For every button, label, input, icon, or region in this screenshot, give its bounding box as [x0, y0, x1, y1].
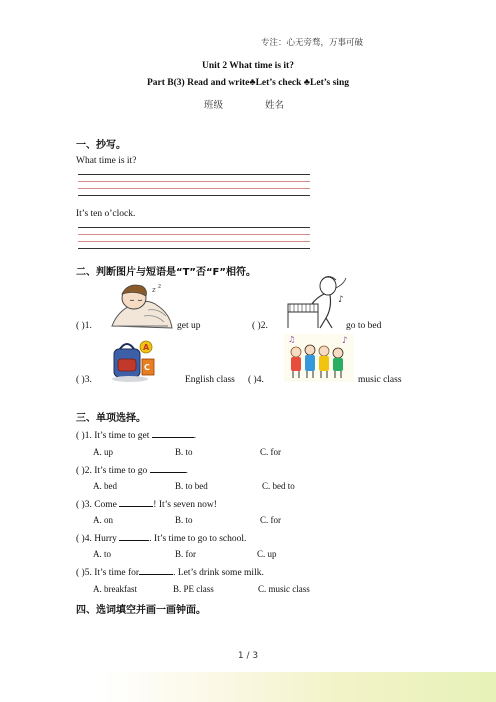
question-2-num: ( )2. [76, 466, 92, 476]
question-1-option-b[interactable]: B. to [175, 447, 193, 457]
question-5-option-c[interactable]: C. music class [258, 584, 310, 594]
judge-item-3-num: ( )3. [76, 375, 92, 385]
question-4-option-b[interactable]: B. for [175, 549, 196, 559]
section4-title: 四、选词填空并画一画钟面。 [76, 605, 206, 616]
judge-item-1-num: ( )1. [76, 321, 92, 331]
question-3-num: ( )3. [76, 500, 92, 510]
schoolbag-icon [108, 337, 158, 383]
judge-item-4-num: ( )4. [248, 375, 264, 385]
question-4-blank[interactable] [119, 532, 149, 541]
question-1-option-c[interactable]: C. for [260, 447, 281, 457]
svg-text:♪: ♪ [342, 336, 348, 346]
copy-prompt-1: What time is it? [76, 156, 137, 166]
class-label: 班级 [204, 100, 224, 111]
question-1-after: . [193, 431, 197, 441]
section3-title: 三、单项选择。 [76, 413, 146, 424]
singing-children-icon [284, 334, 354, 382]
question-5 [76, 566, 264, 578]
footer-decoration [100, 672, 496, 702]
judge-item-1-phrase: get up [177, 321, 201, 331]
svg-text:♪: ♪ [338, 295, 344, 305]
question-3-before: Come [94, 500, 120, 510]
question-1-blank[interactable] [152, 429, 194, 438]
question-4-num: ( )4. [76, 534, 92, 544]
question-4-option-a[interactable]: A. to [93, 549, 111, 559]
name-label: 姓名 [265, 100, 285, 111]
question-2-blank[interactable] [150, 464, 186, 473]
svg-text:C: C [144, 363, 150, 372]
question-3-option-c[interactable]: C. for [260, 515, 281, 525]
question-5-num: ( )5. [76, 568, 92, 578]
svg-text:A: A [143, 343, 150, 352]
question-3-option-b[interactable]: B. to [175, 515, 193, 525]
judge-item-2-phrase: go to bed [346, 321, 382, 331]
question-4-option-c[interactable]: C. up [257, 549, 277, 559]
worksheet-title: Unit 2 What time is it? [202, 61, 294, 71]
question-2 [76, 464, 188, 476]
question-1-before: It’s time to get [94, 431, 152, 441]
question-5-blank[interactable] [139, 566, 173, 575]
svg-text:z: z [152, 286, 156, 294]
question-3 [76, 498, 217, 510]
question-2-option-a[interactable]: A. bed [93, 481, 117, 491]
question-5-before: It’s time for [94, 568, 140, 578]
section1-title: 一、抄写。 [76, 140, 126, 151]
question-5-option-b[interactable]: B. PE class [173, 584, 214, 594]
question-2-option-c[interactable]: C. bed to [262, 481, 295, 491]
question-4-after: . It’s time to go to school. [149, 534, 247, 544]
question-5-option-a[interactable]: A. breakfast [93, 584, 137, 594]
judge-item-2-num: ( )2. [252, 321, 268, 331]
judge-item-3-phrase: English class [185, 375, 235, 385]
worksheet-subtitle: Part B(3) Read and write♣Let’s check ♣Let’s sing [146, 78, 349, 88]
copy-prompt-2: It’s ten o’clock. [76, 209, 136, 219]
piano-player-icon [286, 274, 348, 332]
question-5-after: . Let’s drink some milk. [173, 568, 264, 578]
question-1-num: ( )1. [76, 431, 92, 441]
question-3-blank[interactable] [119, 498, 153, 507]
judge-item-4-phrase: music class [358, 375, 402, 385]
question-2-after: . [185, 466, 188, 476]
question-2-before: It’s time to go [94, 466, 150, 476]
section2-title: 二、判断图片与短语是“T”否“F”相符。 [76, 267, 256, 278]
question-4-before: Hurry [94, 534, 120, 544]
class-name-row [204, 97, 284, 111]
question-3-after: ! It’s seven now! [153, 500, 217, 510]
sleeping-person-icon [108, 280, 174, 332]
svg-text:♫: ♫ [288, 335, 296, 344]
question-2-option-b[interactable]: B. to bed [175, 481, 208, 491]
question-4 [76, 532, 246, 544]
question-1 [76, 429, 196, 441]
svg-text:z: z [158, 283, 162, 290]
header-note: 专注：心无旁骛，万事可破 [260, 38, 363, 48]
question-3-option-a[interactable]: A. on [93, 515, 113, 525]
question-1-option-a[interactable]: A. up [93, 447, 113, 457]
page-number: 1 / 3 [237, 651, 259, 661]
